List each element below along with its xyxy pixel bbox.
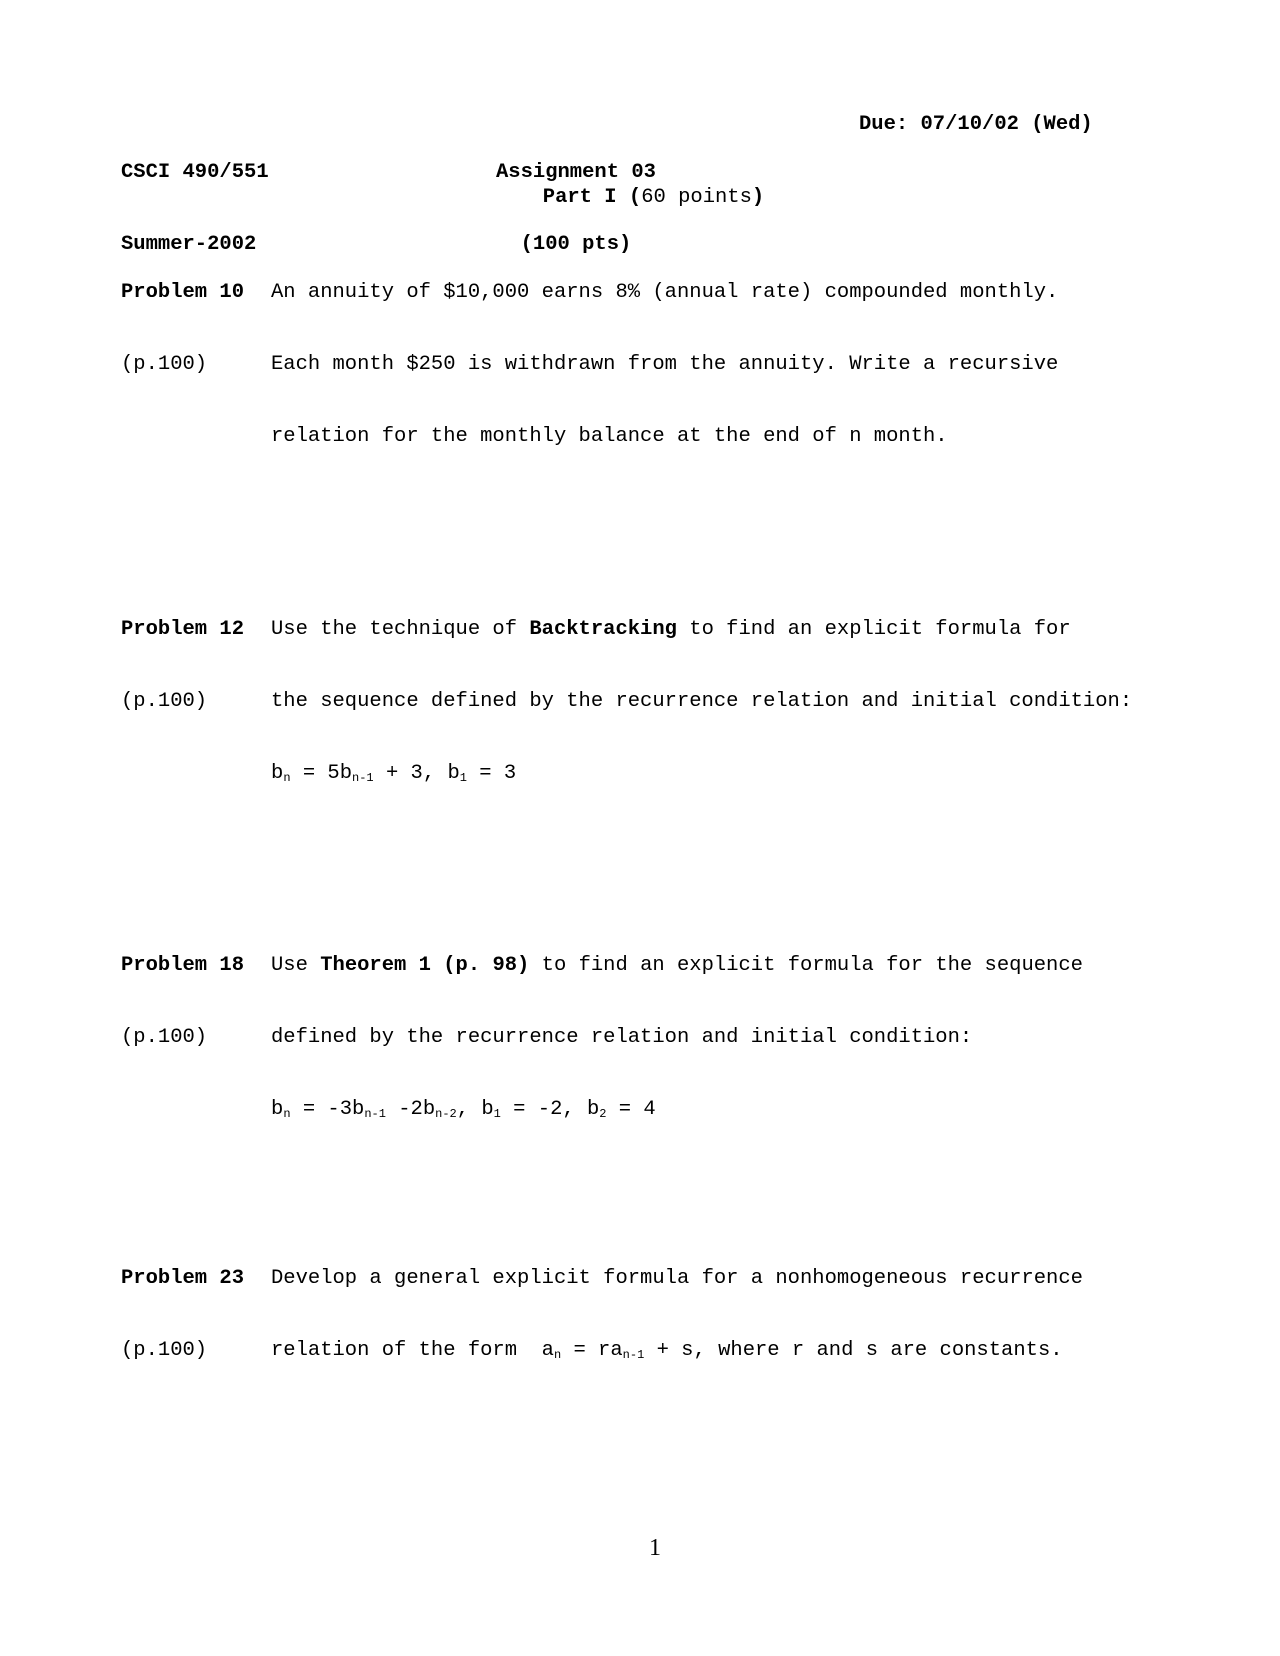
text-run: = ra [561, 1339, 623, 1362]
formula-run: b [271, 762, 284, 785]
due-date: Due: 07/10/02 (Wed) [859, 113, 1093, 136]
problem-page-ref: (p.100) [121, 1026, 208, 1049]
problem-line [271, 954, 1083, 978]
emphasis-backtracking: Backtracking [529, 618, 677, 641]
problem-line: An annuity of $10,000 earns 8% (annual rate) compounded monthly. [271, 281, 1059, 304]
formula-subscript: n-2 [435, 1107, 457, 1121]
formula-run: + 3, b [373, 762, 460, 785]
formula-subscript: n [283, 1107, 291, 1121]
problem-page-ref: (p.100) [121, 1339, 208, 1362]
course-term: Summer-2002 [121, 233, 257, 256]
text-run: to find an explicit formula for [676, 618, 1071, 641]
text-run: to find an explicit formula for the sequence [529, 954, 1083, 977]
course-code: CSCI 490/551 [121, 161, 269, 184]
problem-text [271, 233, 1058, 473]
problem-text [271, 570, 1132, 810]
formula-run: = -3b [290, 1098, 365, 1121]
formula-run: = -2, b [500, 1098, 600, 1121]
text-run: + s, where r and s are constants. [644, 1339, 1063, 1362]
formula-subscript: n-1 [352, 771, 374, 785]
text-run: Use [271, 954, 321, 977]
formula-run: b [271, 1098, 284, 1121]
part-title [0, 186, 1280, 210]
formula-run: = 5b [290, 762, 353, 785]
formula-subscript: n-1 [622, 1348, 645, 1362]
formula-subscript: n [283, 771, 291, 785]
problem-number: Problem 23 [121, 1267, 245, 1290]
problem-line [271, 1339, 1083, 1363]
assignment-title: Assignment 03 [496, 161, 656, 184]
problem-page-ref: (p.100) [121, 353, 208, 376]
formula-run: -2b [385, 1098, 436, 1121]
page-number: 1 [649, 1535, 661, 1561]
problem-text [271, 1219, 1083, 1387]
formula-subscript: n-1 [364, 1107, 386, 1121]
problem-page-ref: (p.100) [121, 690, 208, 713]
text-run: Use the technique of [271, 618, 530, 641]
formula-subscript: 1 [459, 771, 467, 785]
assignment-points: (100 pts) [520, 233, 632, 256]
problem-number: Problem 10 [121, 281, 245, 304]
problem-line: Each month $250 is withdrawn from the annuity. Write a recursive [271, 353, 1059, 376]
formula-run: = 4 [606, 1098, 656, 1121]
part-title-points: 60 points [641, 186, 752, 209]
problem-line: Develop a general explicit formula for a nonhomogeneous recurrence [271, 1267, 1083, 1290]
emphasis-theorem: Theorem 1 (p. 98) [320, 954, 530, 977]
formula-subscript: 2 [599, 1107, 607, 1121]
formula-subscript: n [553, 1348, 562, 1362]
recurrence-formula [271, 762, 1132, 786]
problem-number: Problem 12 [121, 618, 245, 641]
problem-label [121, 1219, 244, 1387]
problem-line: defined by the recurrence relation and initial condition: [271, 1026, 973, 1049]
part-title-close: ) [751, 186, 765, 209]
problem-line: the sequence defined by the recurrence relation and initial condition: [271, 690, 1133, 713]
recurrence-formula [271, 1098, 1083, 1122]
problem-label [121, 233, 244, 401]
text-run: relation of the form a [271, 1339, 554, 1362]
formula-run: , b [456, 1098, 494, 1121]
problem-text [271, 906, 1083, 1146]
problem-label [121, 570, 244, 738]
problem-line: relation for the monthly balance at the end of n month. [271, 425, 948, 448]
formula-subscript: 1 [493, 1107, 501, 1121]
part-title-label: Part I ( [542, 186, 642, 209]
problem-number: Problem 18 [121, 954, 245, 977]
problem-line [271, 618, 1132, 642]
formula-run: = 3 [466, 762, 517, 785]
problem-label [121, 906, 244, 1074]
